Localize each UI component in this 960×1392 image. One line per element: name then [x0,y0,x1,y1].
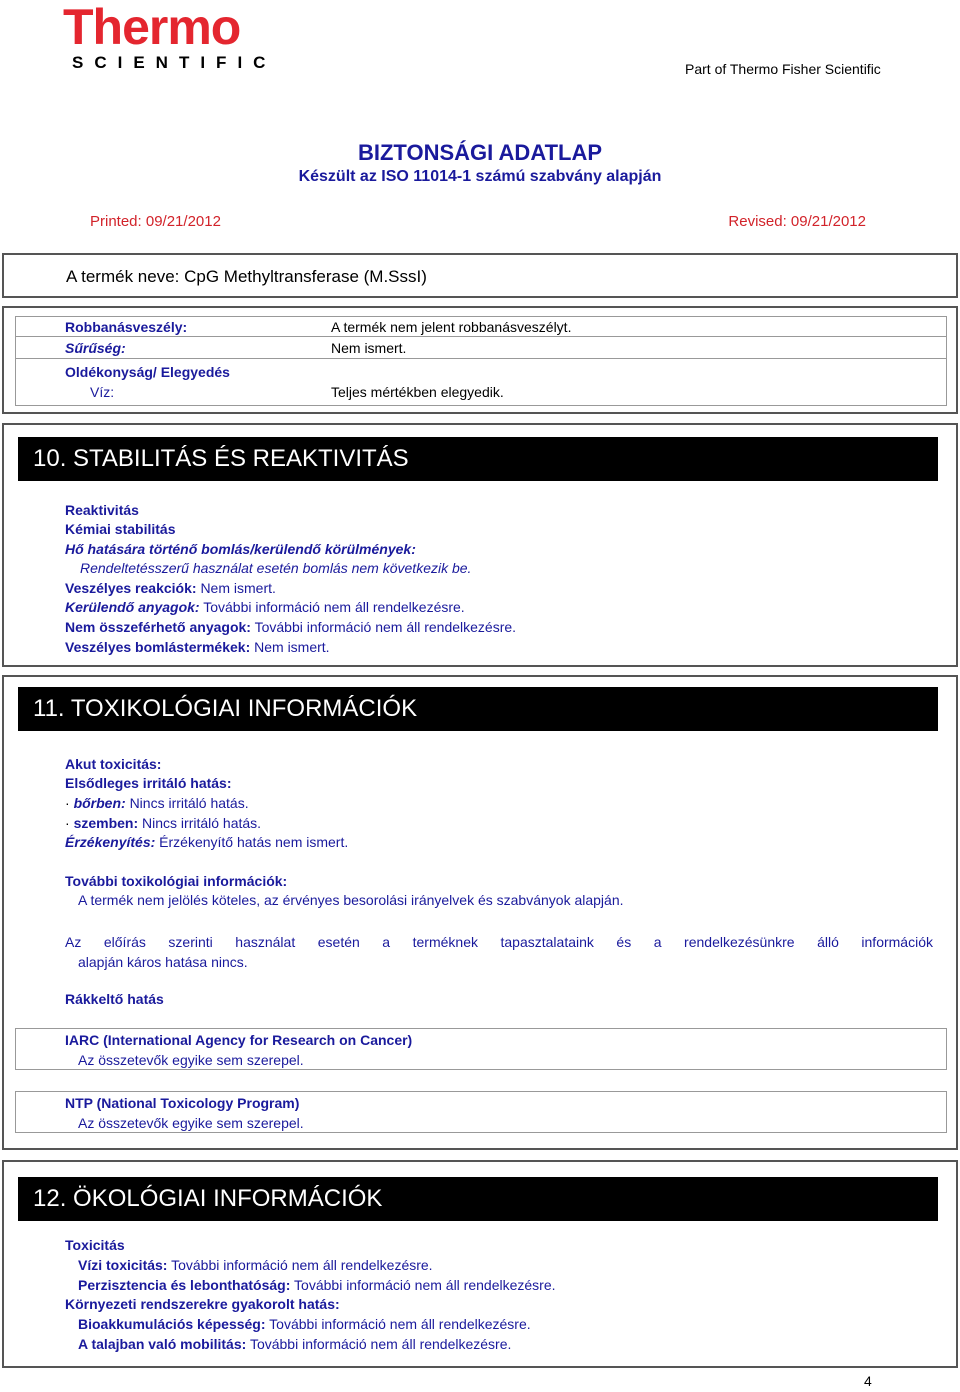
usage-line-1: Az előírás szerinti használat esetén a terméknek tapasztalataink és a rendelkezésünkre álló információk [65,934,933,950]
revised-date: Revised: 09/21/2012 [728,213,866,230]
water-label: Víz: [90,384,115,400]
skin-label: bőrben: [73,795,126,811]
incompatible-materials [65,618,516,636]
persistence-label: Perzisztencia és lebonthatóság: [78,1277,291,1293]
avoid-materials [65,598,465,616]
sensitization-label: Érzékenyítés: [65,834,156,850]
avoid-materials-value: További információ nem áll rendelkezésre. [203,599,465,615]
iarc-label: IARC (International Agency for Research on Cancer) [65,1032,413,1048]
decomposition-products [65,638,330,656]
thermal-decomposition-label: Hő hatására történő bomlás/kerülendő körülmények: [65,541,416,557]
hazardous-reactions [65,579,276,597]
chemical-stability-label: Kémiai stabilitás [65,521,176,537]
decomposition-value: Nem ismert. [254,639,330,655]
document-title: BIZTONSÁGI ADATLAP [357,140,603,165]
aquatic-value: További információ nem áll rendelkezésre. [171,1257,433,1273]
skin-irritation: · bőrben: Nincs irritáló hatás. [65,795,249,811]
ntp-value: Az összetevők egyike sem szerepel. [78,1115,304,1131]
table-line [15,358,947,359]
usage-line-2: alapján káros hatása nincs. [78,954,248,970]
bioacc-value: További információ nem áll rendelkezésre. [269,1316,531,1332]
table-line [15,405,947,406]
avoid-materials-label: Kerülendő anyagok: [65,599,200,615]
solubility-label: Oldékonyság/ Elegyedés [65,364,230,380]
hazardous-reactions-label: Veszélyes reakciók: [65,580,197,596]
further-tox-label: További toxikológiai információk: [65,873,288,889]
primary-irritant-label: Elsődleges irritáló hatás: [65,775,232,791]
scientific-logo-text: SCIENTIFIC [72,53,277,72]
hazardous-reactions-value: Nem ismert. [200,580,276,596]
eye-irritation: · szemben: Nincs irritáló hatás. [65,815,262,831]
sensitization-value: Érzékenyítő hatás nem ismert. [159,834,349,850]
ntp-label: NTP (National Toxicology Program) [65,1095,300,1111]
section-10-heading: 10. STABILITÁS ÉS REAKTIVITÁS [18,437,938,481]
persistence-value: További információ nem áll rendelkezésre. [294,1277,556,1293]
reactivity-label: Reaktivitás [65,502,139,518]
part-of-text: Part of Thermo Fisher Scientific [685,61,881,77]
aquatic-toxicity [78,1256,433,1274]
explosion-value: A termék nem jelent robbanásveszélyt. [331,319,572,335]
water-value: Teljes mértékben elegyedik. [331,384,504,400]
decomposition-label: Veszélyes bomlástermékek: [65,639,251,655]
table-line [15,316,947,317]
thermo-logo: Thermo [63,0,241,55]
bioaccumulation [78,1315,531,1333]
density-value: Nem ismert. [331,340,407,356]
density-label: Sűrűség: [65,340,126,356]
printed-date: Printed: 09/21/2012 [90,213,221,230]
mobility-value: További információ nem áll rendelkezésre. [249,1336,512,1352]
acute-toxicity-label: Akut toxicitás: [65,756,162,772]
further-tox-value: A termék nem jelölés köteles, az érvényes besorolási irányelvek és szabványok alapján. [78,892,624,908]
environmental-effects-label: Környezeti rendszerekre gyakorolt hatás: [65,1296,340,1312]
incompatible-value: További információ nem áll rendelkezésre. [254,619,517,635]
sensitization [65,833,348,851]
document-subtitle: Készült az ISO 11014-1 számú szabvány alapján [298,168,662,185]
section-11-box [2,675,958,1150]
bioacc-label: Bioakkumulációs képesség: [78,1316,266,1332]
eye-value: Nincs irritáló hatás. [142,815,262,831]
table-line [15,316,16,406]
page-number: 4 [864,1373,872,1389]
aquatic-label: Vízi toxicitás: [78,1257,168,1273]
section-11-heading: 11. TOXIKOLÓGIAI INFORMÁCIÓK [18,687,938,731]
explosion-label: Robbanásveszély: [65,319,188,335]
iarc-value: Az összetevők egyike sem szerepel. [78,1052,304,1068]
product-name: A termék neve: CpG Methyltransferase (M.SssI) [66,267,427,286]
carcinogenic-label: Rákkeltő hatás [65,991,164,1007]
table-line [15,336,947,337]
toxicity-label: Toxicitás [65,1237,125,1253]
thermal-decomposition-value: Rendeltetésszerű használat esetén bomlás nem következik be. [80,560,472,576]
incompatible-label: Nem összeférhető anyagok: [65,619,251,635]
table-line [946,316,947,406]
skin-value: Nincs irritáló hatás. [129,795,249,811]
persistence [78,1276,556,1294]
section-12-heading: 12. ÖKOLÓGIAI INFORMÁCIÓK [18,1177,938,1221]
mobility-label: A talajban való mobilitás: [78,1336,247,1352]
soil-mobility [78,1335,511,1353]
eye-label: szemben: [73,815,139,831]
properties-table [15,316,947,406]
